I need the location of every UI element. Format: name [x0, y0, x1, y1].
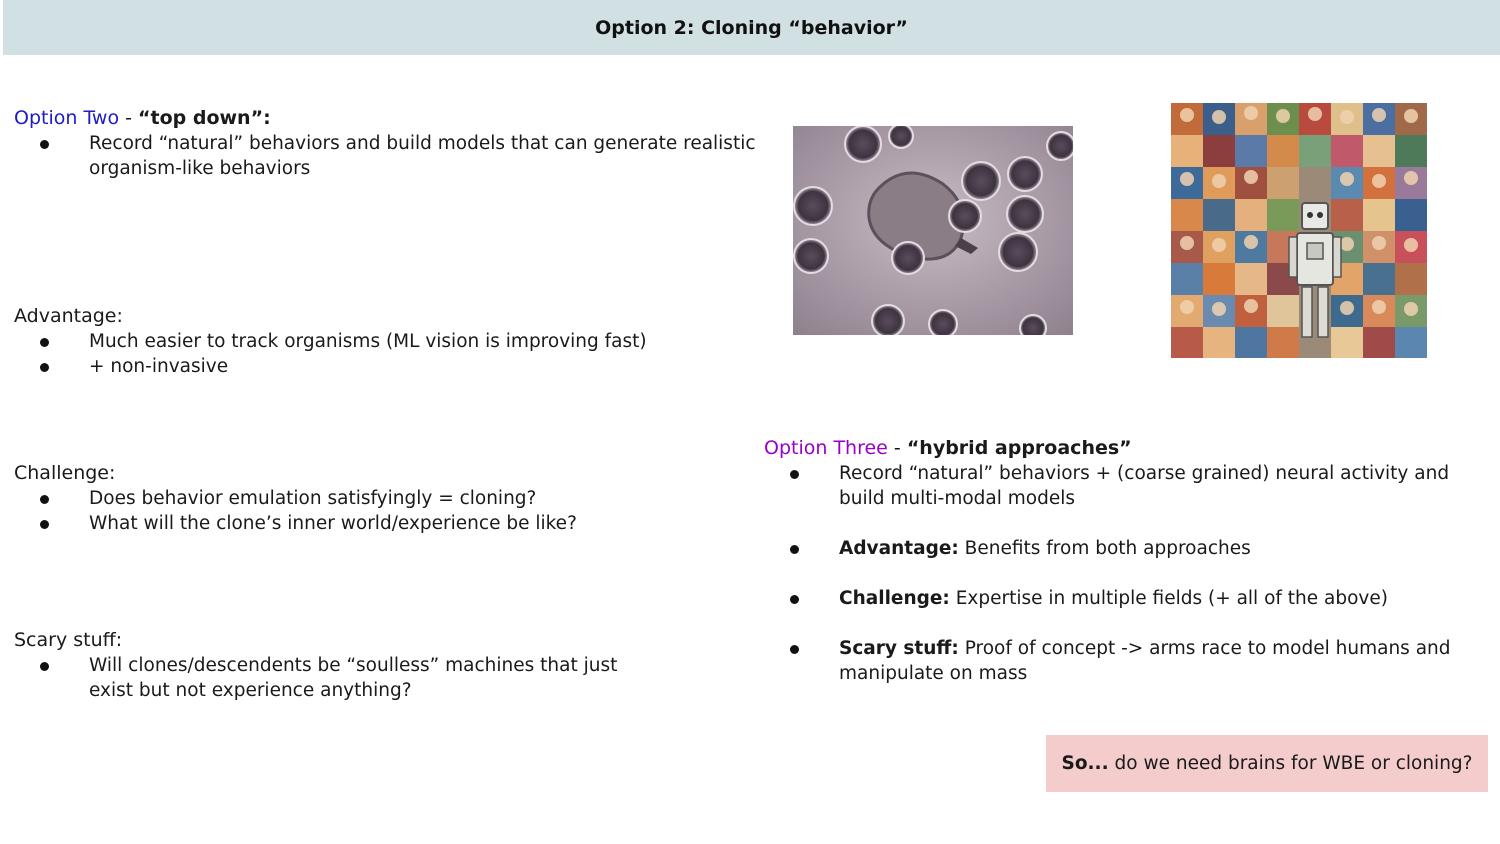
scary-stuff-label: Scary stuff: — [839, 638, 959, 659]
challenge-heading: Challenge: — [14, 462, 116, 484]
option-three-list — [764, 461, 1500, 686]
challenge-label: Challenge: — [839, 588, 950, 609]
option-three-section — [764, 436, 1500, 711]
advantage-list — [14, 329, 759, 379]
list-item: Will clones/descendents be “soulless” machines that just exist but not experience anything? — [14, 653, 664, 703]
list-item: What will the clone’s inner world/experience be like? — [14, 511, 759, 536]
option-two-label: Option Two — [14, 107, 120, 129]
option-three-heading — [764, 436, 1500, 461]
callout-text: do we need brains for WBE or cloning? — [1108, 753, 1473, 774]
option-two-dash: - — [119, 107, 139, 129]
option-three-label: Option Three — [764, 437, 888, 459]
option-two-subtitle: “top down”: — [138, 107, 271, 129]
list-item: Advantage: Benefits from both approaches — [764, 536, 1500, 561]
list-item: Does behavior emulation satisfyingly = cloning? — [14, 486, 759, 511]
cell-microscopy-image — [793, 126, 1073, 335]
option-three-dash: - — [887, 437, 907, 459]
list-item: Record “natural” behaviors + (coarse grained) neural activity and build multi-modal models — [764, 461, 1500, 511]
list-item: Challenge: Expertise in multiple fields (+ all of the above) — [764, 586, 1500, 611]
list-item: Scary stuff: Proof of concept -> arms race to model humans and manipulate on mass — [764, 636, 1500, 686]
advantage-heading: Advantage: — [14, 305, 123, 327]
option-two-section — [14, 106, 759, 181]
title-bar — [3, 0, 1500, 55]
question-callout — [1046, 735, 1488, 792]
challenge-section — [14, 461, 759, 536]
crowd-robot-image — [1171, 103, 1427, 358]
option-three-subtitle: “hybrid approaches” — [906, 437, 1132, 459]
callout-bold: So... — [1061, 753, 1109, 774]
option-two-list — [14, 131, 759, 181]
challenge-list — [14, 486, 759, 536]
option-two-heading — [14, 106, 759, 131]
scary-heading: Scary stuff: — [14, 629, 123, 651]
list-item: Record “natural” behaviors and build models that can generate realistic organism-like behaviors — [14, 131, 759, 181]
slide-title: Option 2: Cloning “behavior” — [595, 16, 908, 39]
scary-list — [14, 653, 664, 703]
list-item: + non-invasive — [14, 354, 759, 379]
list-item: Much easier to track organisms (ML vision is improving fast) — [14, 329, 759, 354]
advantage-section — [14, 304, 759, 379]
scary-section — [14, 628, 664, 703]
advantage-label: Advantage: — [839, 538, 959, 559]
